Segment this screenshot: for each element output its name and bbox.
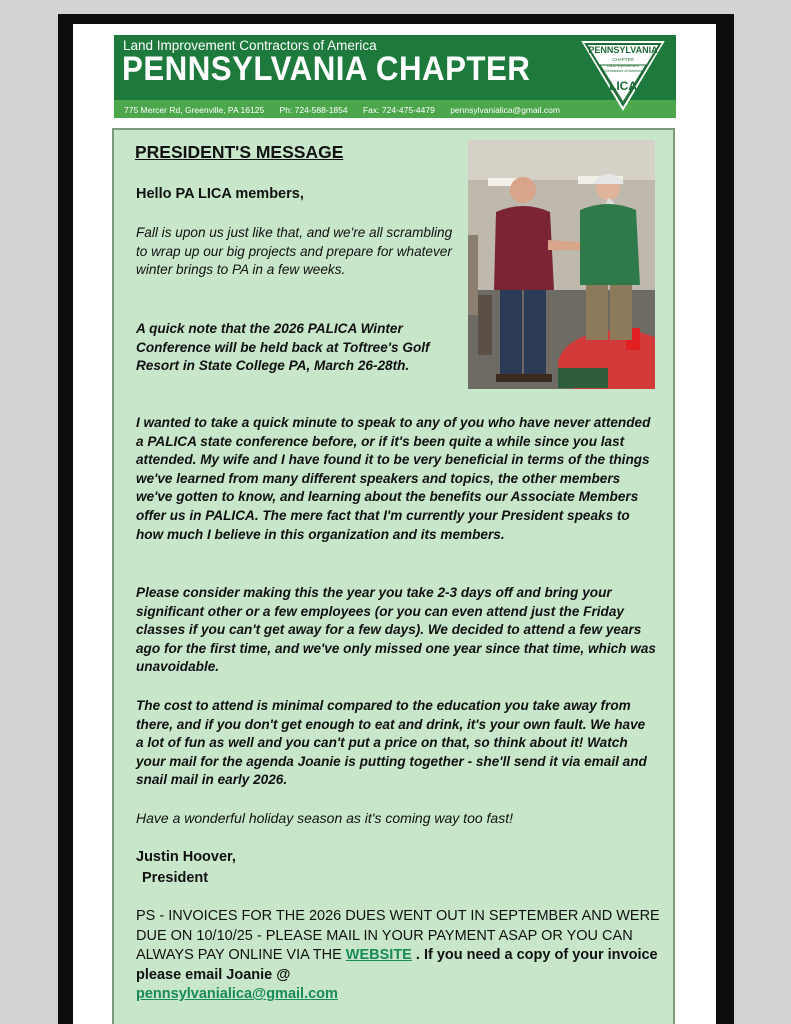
ps-text: PS - INVOICES FOR THE 2026 DUES WENT OUT IN SEPTEMBER AND WERE DUE ON 10/10/25 - PLEASE MAIL IN YOUR PAYMENT ASAP OR YOU CAN ALWAYS PAY ONLINE VIA THE [136, 908, 660, 963]
paragraph-conference: A quick note that the 2026 PALICA Winter Conference will be held back at Toftree's Golf Resort in State College PA, March 26-28th. [136, 321, 430, 374]
lica-logo [580, 39, 666, 111]
ps-after-text: . If you need a copy of your invoice please email Joanie @ [136, 947, 658, 983]
header-email-text: pennsylvanialica@gmail.com [450, 105, 560, 115]
organization-name: Land Improvement Contractors of America [123, 38, 377, 53]
address-text: 775 Mercer Rd, Greenville, PA 16125 [124, 105, 265, 115]
logo-state-text: PENNSYLVANIA [588, 45, 658, 55]
logo-acronym-text: LICA [609, 79, 637, 93]
ps-note [136, 907, 661, 1005]
chapter-title: PENNSYLVANIA CHAPTER [122, 50, 531, 88]
page-title: PRESIDENT'S MESSAGE [135, 142, 344, 162]
website-link[interactable]: WEBSITE [345, 947, 412, 963]
logo-subtitle-text: Land Improvement Contractors of America [603, 64, 643, 73]
president-photo [468, 140, 655, 389]
signature-title: President [142, 870, 209, 886]
logo-chapter-text: CHAPTER [612, 57, 634, 62]
paragraph-consider: Please consider making this the year you take 2-3 days off and bring your significant other or a few employees (or you can even attend just the Friday classes if you can't get away for a few days). We decided to attend a few years ago for the first time, and we've only missed one year since that time, which was unavoidable. [136, 585, 656, 675]
signature-name: Justin Hoover, [136, 849, 236, 865]
header-banner [114, 35, 676, 118]
phone-text: Ph: 724-588-1854 [279, 105, 348, 115]
paragraph-fall: Fall is upon us just like that, and we're all scrambling to wrap up our big projects and prepare for whatever winter brings to PA in a few weeks. [136, 225, 453, 278]
paragraph-holiday: Have a wonderful holiday season as it's coming way too fast! [136, 810, 513, 826]
paragraph-attend: I wanted to take a quick minute to speak to any of you who have never attended a PALICA state conference before, or if it's been quite a while since you last attended. My wife and I have found it to be very beneficial in terms of the things we've learned from many different speakers and topics, the other members we've gotten to know, and learning about the benefits our Associate Members offer us in PALICA. The mere fact that I'm currently your President speaks to how much I believe in this organization and its members. [136, 415, 651, 542]
paragraph-cost: The cost to attend is minimal compared to the education you take away from there, and if you don't get enough to eat and drink, it's your own fault. We have a lot of fun as well and you can't put a price on that, so think about it! Watch your mail for the agenda Joanie is putting together - she'll send it via email and snail mail in early 2026. [136, 698, 647, 788]
greeting-text: Hello PA LICA members, [136, 186, 304, 202]
fax-text: Fax: 724-475-4479 [362, 105, 435, 115]
contact-line [124, 105, 573, 115]
handshake-photo-image [468, 140, 655, 389]
email-link[interactable]: pennsylvanialica@gmail.com [136, 986, 338, 1002]
